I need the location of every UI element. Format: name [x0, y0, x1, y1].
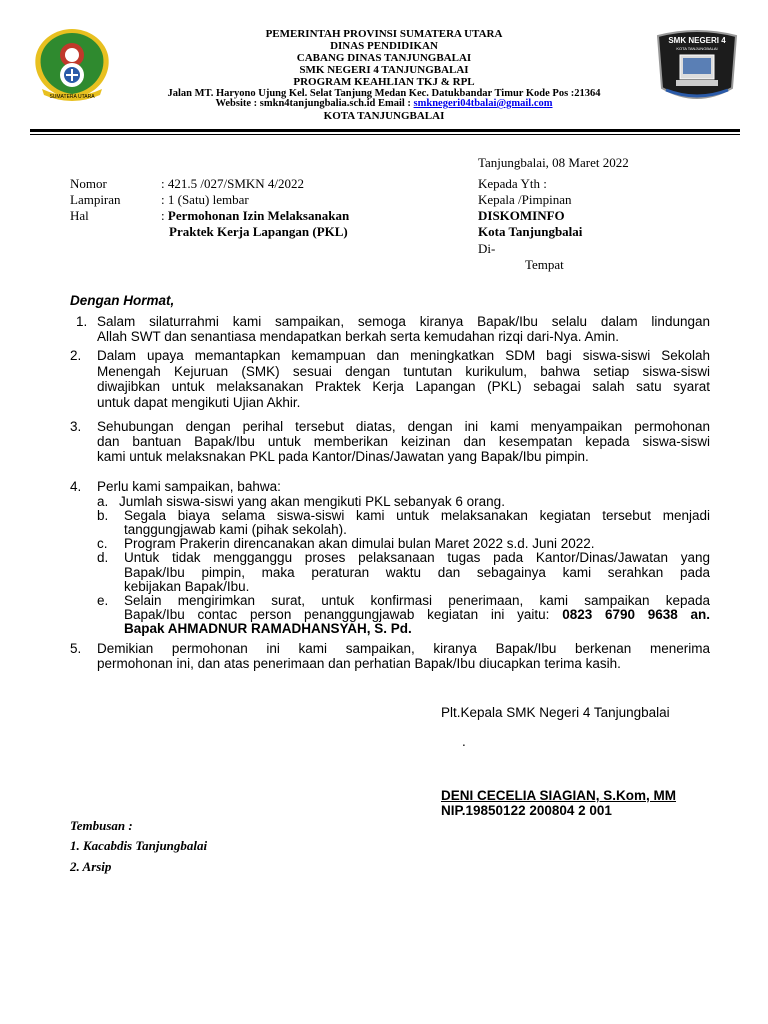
p3-number: 3. [70, 419, 82, 434]
letterhead-branch: CABANG DINAS TANJUNGBALAI [296, 52, 472, 64]
p1-line1: Salam silaturrahmi kami sampaikan, semoga kiranya Bapak/Ibu selalu dalam lindungan [97, 314, 710, 329]
p4-a-text: Jumlah siswa-siswi yang akan mengikuti PKL sebanyak 6 orang. [119, 494, 505, 509]
p3-line3: kami untuk melaksnakan PKL pada Kantor/Dinas/Jawatan yang Bapak/Ibu pimpin. [97, 449, 589, 464]
letterhead-school: SMK NEGERI 4 TANJUNGBALAI [299, 64, 469, 76]
recipient-line1: Kepada Yth : [478, 176, 547, 191]
p4-c-letter: c. [97, 536, 108, 551]
letterhead-department: DINAS PENDIDIKAN [330, 40, 438, 52]
p1-line2: Allah SWT dan senantiasa mendapatkan berkah serta kemudahan rizqi dari-Nya. Amin. [97, 329, 620, 344]
nomor-value: : 421.5 /027/SMKN 4/2022 [161, 176, 305, 191]
p3-line1: Sehubungan dengan perihal tersebut diatas, dengan ini kami menyampaikan permohonan [97, 419, 710, 434]
letter-date: Tanjungbalai, 08 Maret 2022 [478, 155, 629, 170]
signatory-nip: NIP.19850122 200804 2 001 [441, 803, 612, 818]
tembusan-item-2: 2. Arsip [70, 859, 112, 874]
lampiran-value: : 1 (Satu) lembar [161, 192, 249, 207]
p2-line1: Dalam upaya memantapkan kemampuan dan meningkatkan SDM bagi siswa-siswi Sekolah [97, 348, 710, 363]
contact-phone: 0823 6790 9638 an. [562, 607, 710, 622]
tembusan-label: Tembusan : [70, 818, 133, 833]
letterhead-address: Jalan MT. Haryono Ujung Kel. Selat Tanjung Medan Kec. Datukbandar Timur Kode Pos :21364 [167, 88, 601, 99]
hal-colon: : [161, 208, 168, 223]
p5-number: 5. [70, 641, 82, 656]
p4-number: 4. [70, 479, 82, 494]
signature-title: Plt.Kepala SMK Negeri 4 Tanjungbalai [441, 705, 670, 720]
letterhead-divider-thin [30, 134, 740, 135]
p4-d-line2: Bapak/Ibu pimpin, maka peraturan waktu dan sebagainya kami serahkan pada [124, 565, 710, 580]
hal-value [161, 208, 349, 224]
lampiran-label: Lampiran [70, 192, 121, 207]
signatory-name: DENI CECELIA SIAGIAN, S.Kom, MM [441, 788, 677, 803]
recipient-org: DISKOMINFO [478, 208, 565, 223]
p2-number: 2. [70, 348, 82, 363]
contact-person: Bapak AHMADNUR RAMADHANSYAH, S. Pd. [124, 621, 412, 636]
p4-b-line1: Segala biaya selama siswa-siswi kami untuk melaksanakan kegiatan tersebut menjadi [124, 508, 710, 523]
hal-subject-line1: Permohonan Izin Melaksanakan [167, 208, 350, 223]
p4-a-letter: a. [97, 494, 109, 509]
letterhead-program: PROGRAM KEAHLIAN TKJ & RPL [293, 76, 475, 88]
p2-line3: diwajibkan untuk melaksanakan Praktek Kerja Lapangan (PKL) sebagai salah satu syarat [97, 379, 710, 394]
letterhead-city: KOTA TANJUNGBALAI [323, 110, 445, 122]
tembusan-item-1: 1. Kacabdis Tanjungbalai [70, 838, 208, 853]
p5-line1: Demikian permohonan ini kami sampaikan, kiranya Bapak/Ibu berkenan menerima [97, 641, 710, 656]
p4-e-line2 [124, 607, 710, 622]
p2-line2: Menengah Kejuruan (SMK) sesuai dengan tuntutan kurikulum, bahwa setiap siswa-siswi [97, 364, 710, 379]
recipient-line2: Kepala /Pimpinan [478, 192, 572, 207]
p4-d-line3: kebijakan Bapak/Ibu. [124, 579, 250, 594]
recipient-place: Tempat [525, 257, 564, 272]
p4-d-line1: Untuk tidak mengganggu proses pelaksanaan tugas pada Kantor/Dinas/Jawatan yang [124, 550, 710, 565]
badge-subtitle-text: KOTA TANJUNGBALAI [676, 46, 718, 51]
p4-d-letter: d. [97, 550, 109, 565]
p4-b-letter: b. [97, 508, 109, 523]
p1-number: 1. [76, 314, 88, 329]
nomor-label: Nomor [70, 176, 107, 191]
p4-e-letter: e. [97, 593, 109, 608]
badge-title-text: SMK NEGERI 4 [668, 36, 726, 45]
hal-subject-line2: Praktek Kerja Lapangan (PKL) [169, 224, 348, 239]
emblem-ribbon-text: SUMATERA UTARA [49, 94, 95, 100]
p5-line2: permohonan ini, dan atas penerimaan dan perhatian Bapak/Ibu diucapkan terima kasih. [97, 656, 621, 671]
letterhead-divider-thick [30, 129, 740, 132]
p4-e-line2-text: Bapak/Ibu contac person penanggungjawab kegiatan ini yaitu: [124, 607, 563, 622]
signature-dot: . [462, 734, 466, 749]
hal-label: Hal [70, 208, 89, 223]
p4-c-text: Program Prakerin direncanakan akan dimulai bulan Maret 2022 s.d. Juni 2022. [124, 536, 595, 551]
p4-intro: Perlu kami sampaikan, bahwa: [97, 479, 281, 494]
p2-line4: untuk dapat mengikuti Ujian Akhir. [97, 395, 301, 410]
letterhead-contact [0, 98, 768, 110]
p4-b-line2: tanggungjawab kami (pihak sekolah). [124, 522, 347, 537]
letterhead-government: PEMERINTAH PROVINSI SUMATERA UTARA [265, 28, 503, 40]
recipient-di: Di- [478, 241, 496, 256]
website-label: Website : smkn4tanjungbalia.sch.id Email : [215, 98, 414, 109]
p4-e-line1: Selain mengirimkan surat, untuk konfirmasi penerimaan, kami sampaikan kepada [124, 593, 710, 608]
greeting: Dengan Hormat, [70, 293, 175, 308]
recipient-city: Kota Tanjungbalai [478, 224, 583, 239]
p3-line2: dan bantuan Bapak/Ibu untuk memberikan keizinan dan kesempatan kepada siswa-siswi [97, 434, 710, 449]
email-link[interactable]: smknegeri04tbalai@gmail.com [413, 98, 553, 109]
